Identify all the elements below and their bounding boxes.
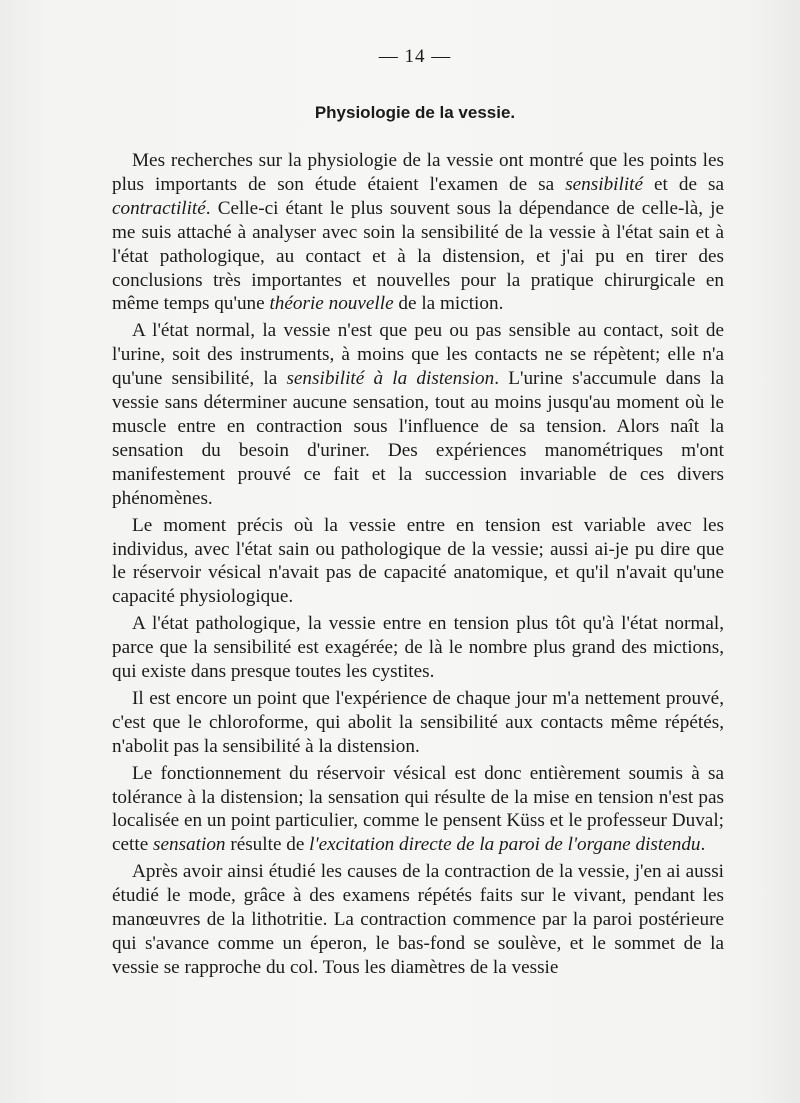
paragraph (112, 319, 724, 510)
text-segment: Le fonctionnement du réservoir vésical est donc entièrement soumis à sa tolérance à la distension; la sensation qui résulte de la mise en tension n'est pas localisée en un point particulier, comme le pensent Küss et le professeur Duval; cette (112, 762, 724, 856)
text-segment: A l'état normal, la vessie n'est que peu ou pas sensible au contact, soit de l'urine, soit des instruments, à moins que les contacts ne se répètent; elle n'a qu'une sensibilité, la (112, 320, 724, 390)
italic-text: l'excitation directe de la paroi de l'organe distendu (309, 834, 701, 856)
paragraph (112, 687, 724, 759)
text-segment: . (700, 834, 706, 856)
italic-text: théorie nouvelle (269, 293, 394, 315)
text-segment: . L'urine s'accumule dans la vessie sans déterminer aucune sensation, tout au moins jusqu'au moment où le muscle entre en contraction sous l'influence de sa tension. Alors naît la sensation du besoin d'uriner. Des expériences manométriques m'ont manifestement prouvé ce fait et la succession invariable de ces divers phénomènes. (112, 368, 724, 509)
italic-text: contractilité (112, 197, 206, 219)
paragraph (112, 514, 724, 610)
paragraph (112, 149, 724, 316)
text-segment: et de sa (643, 173, 724, 195)
text-segment: résulte de (225, 834, 310, 856)
text-segment: . Celle-ci étant le plus souvent sous la dépendance de celle-là, je me suis attaché à analyser avec soin la sensibilité de la vessie à l'état sain et à l'état pathologique, au contact et à la distension, et j'ai pu en tirer des conclusions très importantes et nouvelles pour la pratique chirurgicale en même temps qu'une (112, 197, 724, 315)
italic-text: sensibilité à la distension (286, 368, 495, 390)
paragraph (112, 612, 724, 684)
text-segment: de la miction. (393, 293, 504, 315)
text-segment: Mes recherches sur la physiologie de la vessie ont montré que les points les plus importants de son étude étaient l'examen de sa (112, 150, 724, 195)
text-segment: Après avoir ainsi étudié les causes de la contraction de la vessie, j'en ai aussi étudié le mode, grâce à des examens répétés faits sur le vivant, pendant les manœuvres de la lithotritie. La contraction commence par la paroi postérieure qui s'avance comme un éperon, le bas-fond se soulève, et le sommet de la vessie se rapproche du col. Tous les diamètres de la vessie (112, 861, 724, 978)
paragraph (112, 762, 724, 858)
text-segment: Le moment précis où la vessie entre en tension est variable avec les individus, avec l'état sain ou pathologique de la vessie; aussi ai-je pu dire que le réservoir vésical n'avait pas de capacité anatomique, et qu'il n'avait qu'une capacité physiologique. (112, 514, 724, 608)
italic-text: sensibilité (565, 173, 643, 195)
text-segment: A l'état pathologique, la vessie entre en tension plus tôt qu'à l'état normal, parce que la sensibilité est exagérée; de là le nombre plus grand des mictions, qui existe dans presque toutes les cystites. (112, 613, 724, 683)
body-text (112, 149, 724, 983)
italic-text: sensation (153, 834, 226, 856)
section-heading: Physiologie de la vessie. (314, 103, 516, 122)
text-segment: Il est encore un point que l'expérience de chaque jour m'a nettement prouvé, c'est que le chloroforme, qui abolit la sensibilité aux contacts même répétés, n'abolit pas la sensibilité à la distension. (112, 687, 724, 757)
page-number: — 14 — (378, 46, 452, 67)
paragraph (112, 860, 724, 980)
